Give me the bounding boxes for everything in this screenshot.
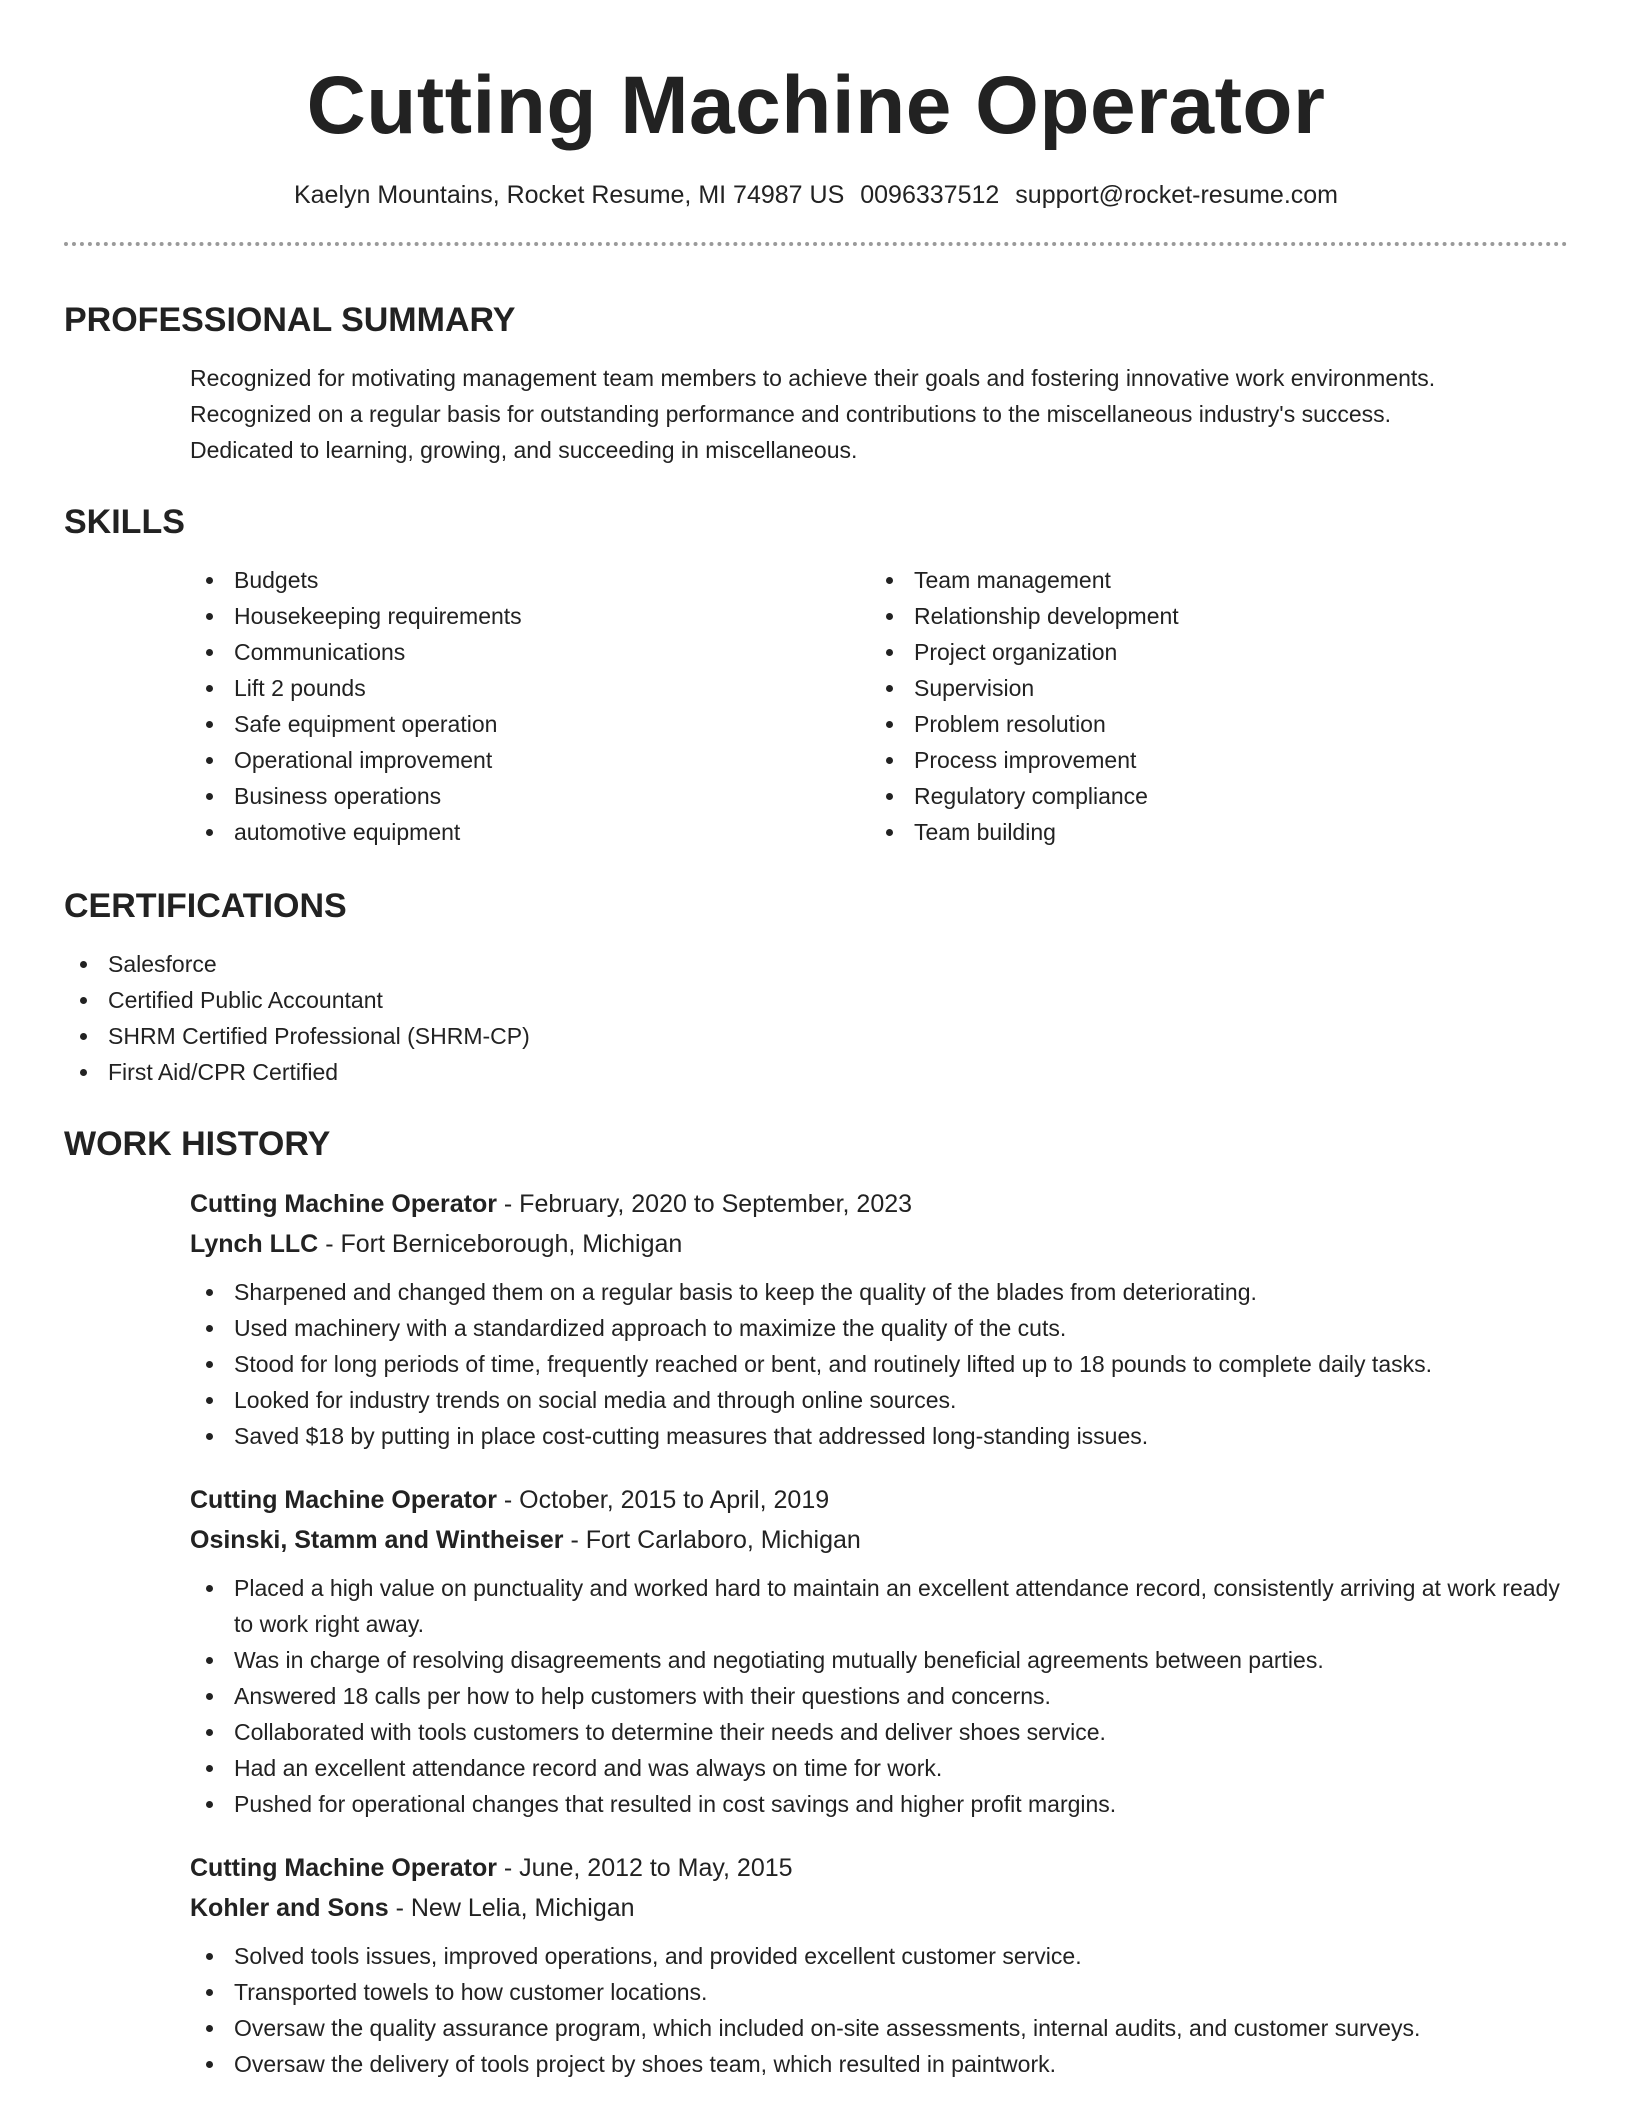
- job-bullets: [190, 1938, 1568, 2082]
- job-dates: - June, 2012 to May, 2015: [496, 1854, 793, 1882]
- job-location: - Fort Berniceborough, Michigan: [318, 1230, 683, 1258]
- job-title-line: [190, 1480, 1568, 1520]
- skill-item: Operational improvement: [190, 742, 870, 778]
- job-title: Cutting Machine Operator: [190, 1486, 497, 1514]
- section-title-summary: PROFESSIONAL SUMMARY: [64, 301, 516, 339]
- job-dates: - October, 2015 to April, 2019: [496, 1486, 830, 1514]
- skill-item: Process improvement: [870, 742, 1550, 778]
- skill-item: Housekeeping requirements: [190, 598, 870, 634]
- certification-item: First Aid/CPR Certified: [64, 1054, 1568, 1090]
- skills-section: [64, 500, 1568, 850]
- job-company-line: [190, 1224, 1568, 1264]
- skill-item: Relationship development: [870, 598, 1550, 634]
- job-title: Cutting Machine Operator: [190, 1190, 497, 1218]
- job-company: Osinski, Stamm and Wintheiser: [190, 1526, 564, 1554]
- contact-email: support@rocket-resume.com: [1015, 181, 1339, 209]
- job-title-line: [190, 1184, 1568, 1224]
- summary-line: Dedicated to learning, growing, and succeeding in miscellaneous.: [190, 437, 858, 463]
- skill-item: Team building: [870, 814, 1550, 850]
- contact-line: [64, 178, 1568, 212]
- job-title-line: [190, 1848, 1568, 1888]
- job-bullet: Pushed for operational changes that resulted in cost savings and higher profit margins.: [190, 1786, 1568, 1822]
- job-entry: [64, 1480, 1568, 1822]
- job-entry: [64, 1184, 1568, 1454]
- resume-name: Cutting Machine Operator: [306, 60, 1326, 151]
- job-bullet: Answered 18 calls per how to help customers with their questions and concerns.: [190, 1678, 1568, 1714]
- skill-item: Safe equipment operation: [190, 706, 870, 742]
- skills-list-right: [870, 562, 1550, 850]
- summary-section: [64, 298, 1568, 468]
- job-dates: - February, 2020 to September, 2023: [496, 1190, 913, 1218]
- skills-columns: [64, 562, 1568, 850]
- resume-page: [64, 0, 1568, 2077]
- section-title-work-history: WORK HISTORY: [64, 1125, 331, 1163]
- job-entry: [64, 1848, 1568, 2082]
- skill-item: Budgets: [190, 562, 870, 598]
- certification-item: Salesforce: [64, 946, 1568, 982]
- skill-item: Team management: [870, 562, 1550, 598]
- header-divider: [64, 242, 1568, 246]
- certifications-list: [64, 946, 1568, 1090]
- work-history-section: [64, 1122, 1568, 2082]
- certifications-section: [64, 884, 1568, 1090]
- job-company: Kohler and Sons: [190, 1894, 389, 1922]
- job-bullet: Saved $18 by putting in place cost-cutting measures that addressed long-standing issues.: [190, 1418, 1568, 1454]
- job-bullet: Sharpened and changed them on a regular basis to keep the quality of the blades from deteriorating.: [190, 1274, 1568, 1310]
- job-bullet: Oversaw the delivery of tools project by shoes team, which resulted in paintwork.: [190, 2046, 1568, 2082]
- skill-item: Business operations: [190, 778, 870, 814]
- job-location: - Fort Carlaboro, Michigan: [563, 1526, 861, 1554]
- job-company-line: [190, 1520, 1568, 1560]
- skill-item: Project organization: [870, 634, 1550, 670]
- job-bullet: Placed a high value on punctuality and worked hard to maintain an excellent attendance record, consistently arriving at work ready to work right away.: [190, 1570, 1568, 1642]
- contact-phone: 0096337512: [860, 181, 1000, 209]
- skills-list-left: [190, 562, 870, 850]
- summary-text: [64, 360, 1568, 468]
- job-bullet: Transported towels to how customer locations.: [190, 1974, 1568, 2010]
- job-bullet: Had an excellent attendance record and was always on time for work.: [190, 1750, 1568, 1786]
- job-bullet: Was in charge of resolving disagreements and negotiating mutually beneficial agreements between parties.: [190, 1642, 1568, 1678]
- job-bullet: Oversaw the quality assurance program, which included on-site assessments, internal audits, and customer surveys.: [190, 2010, 1568, 2046]
- job-company: Lynch LLC: [190, 1230, 319, 1258]
- section-title-skills: SKILLS: [64, 503, 185, 541]
- job-bullets: [190, 1570, 1568, 1822]
- job-bullet: Solved tools issues, improved operations, and provided excellent customer service.: [190, 1938, 1568, 1974]
- skill-item: Lift 2 pounds: [190, 670, 870, 706]
- job-bullet: Stood for long periods of time, frequently reached or bent, and routinely lifted up to 18 pounds to complete daily tasks.: [190, 1346, 1568, 1382]
- summary-line: Recognized for motivating management team members to achieve their goals and fostering innovative work environments.: [190, 365, 1436, 391]
- job-bullet: Used machinery with a standardized approach to maximize the quality of the cuts.: [190, 1310, 1568, 1346]
- job-bullets: [190, 1274, 1568, 1454]
- job-company-line: [190, 1888, 1568, 1928]
- job-title: Cutting Machine Operator: [190, 1854, 497, 1882]
- certification-item: SHRM Certified Professional (SHRM-CP): [64, 1018, 1568, 1054]
- skill-item: Communications: [190, 634, 870, 670]
- job-bullet: Looked for industry trends on social media and through online sources.: [190, 1382, 1568, 1418]
- summary-line: Recognized on a regular basis for outstanding performance and contributions to the miscellaneous industry's success.: [190, 401, 1392, 427]
- skill-item: Problem resolution: [870, 706, 1550, 742]
- job-bullet: Collaborated with tools customers to determine their needs and deliver shoes service.: [190, 1714, 1568, 1750]
- section-title-certifications: CERTIFICATIONS: [64, 887, 347, 925]
- skill-item: automotive equipment: [190, 814, 870, 850]
- certification-item: Certified Public Accountant: [64, 982, 1568, 1018]
- skill-item: Regulatory compliance: [870, 778, 1550, 814]
- skill-item: Supervision: [870, 670, 1550, 706]
- contact-address: Kaelyn Mountains, Rocket Resume, MI 74987 US: [293, 181, 845, 209]
- job-location: - New Lelia, Michigan: [388, 1894, 635, 1922]
